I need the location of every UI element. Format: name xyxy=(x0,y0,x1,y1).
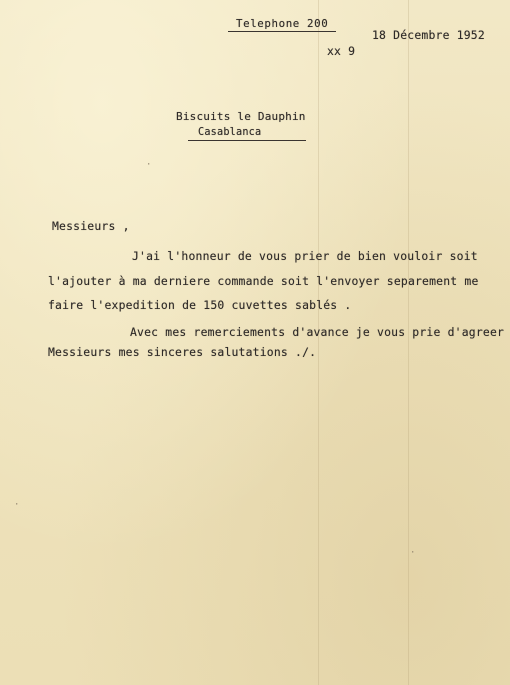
salutation: Messieurs , xyxy=(52,219,130,233)
ink-speck: · xyxy=(410,548,416,558)
paper-fold-line xyxy=(318,0,319,685)
ink-speck: · xyxy=(146,160,152,170)
body-line-5: Messieurs mes sinceres salutations ./. xyxy=(48,345,317,359)
body-line-4: Avec mes remerciements d'avance je vous prie d'agreer xyxy=(130,325,505,339)
recipient-city-underline xyxy=(188,140,306,141)
recipient-name: Biscuits le Dauphin xyxy=(176,110,306,123)
recipient-city: Casablanca xyxy=(198,127,262,138)
reference-code: xx 9 xyxy=(327,44,356,58)
telephone-header: Telephone 200 xyxy=(236,17,329,30)
paper-fold-line xyxy=(408,0,409,685)
body-line-3: faire l'expedition de 150 cuvettes sablés . xyxy=(48,298,352,312)
body-line-2: l'ajouter à ma derniere commande soit l'envoyer separement me xyxy=(48,274,479,288)
body-line-1: J'ai l'honneur de vous prier de bien vouloir soit xyxy=(132,249,478,263)
telephone-underline xyxy=(228,31,336,32)
letter-date: 18 Décembre 1952 xyxy=(372,28,485,42)
ink-speck: · xyxy=(14,500,20,510)
